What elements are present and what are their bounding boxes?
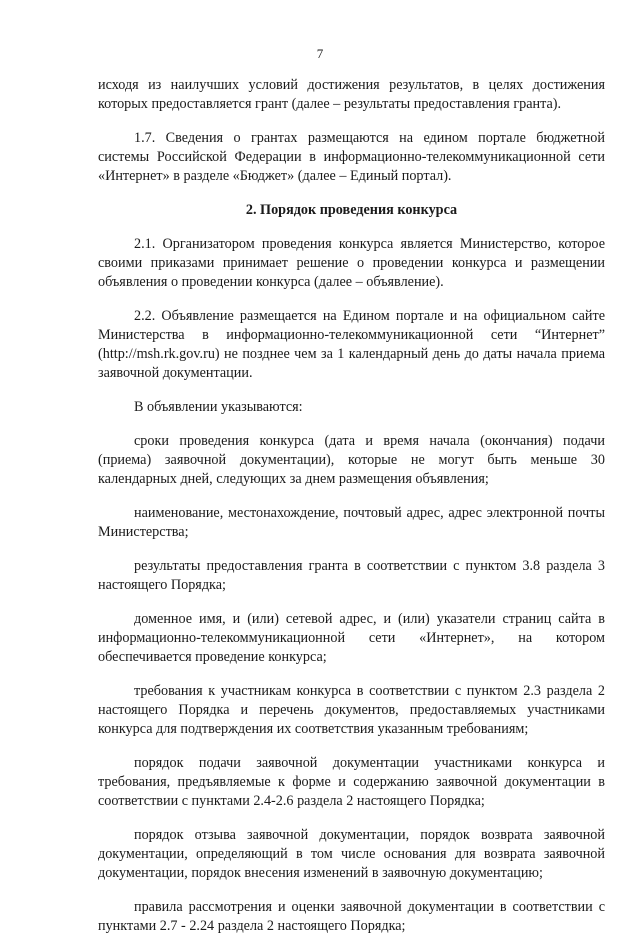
section-heading: 2. Порядок проведения конкурса xyxy=(245,202,458,218)
document-body xyxy=(98,76,605,936)
list-item-deadlines: сроки проведения конкурса (дата и время начала (окончания) подачи (приема) заявочной документации), которые не могут быть меньше 30 календарных дней, следующих за днем размещения объявления; xyxy=(98,433,605,487)
paragraph-2-1: 2.1. Организатором проведения конкурса является Министерство, которое своими приказами принимает решение о проведении конкурса и размещении объявления о проведении конкурса (далее – объявление). xyxy=(98,236,605,290)
list-item-evaluation: правила рассмотрения и оценки заявочной документации в соответствии с пунктами 2.7 - 2.24 раздела 2 настоящего Порядка; xyxy=(98,899,605,934)
paragraph-list-intro: В объявлении указываются: xyxy=(134,399,303,415)
list-item-withdrawal: порядок отзыва заявочной документации, порядок возврата заявочной документации, определяющий в том числе основания для возврата заявочной документации, порядок внесения изменений в заявочную документацию; xyxy=(98,827,605,881)
list-item-requirements: требования к участникам конкурса в соответствии с пунктом 2.3 раздела 2 настоящего Порядка и перечень документов, предоставляемых участниками конкурса для подтверждения их соответствия указанным требованиям; xyxy=(98,683,605,737)
list-item-contacts: наименование, местонахождение, почтовый адрес, адрес электронной почты Министерства; xyxy=(98,505,605,540)
list-item-results: результаты предоставления гранта в соответствии с пунктом 3.8 раздела 3 настоящего Порядка; xyxy=(98,558,605,593)
paragraph-1-7: 1.7. Сведения о грантах размещаются на едином портале бюджетной системы Российской Федерации в информационно-телекоммуникационной сети «Интернет» в разделе «Бюджет» (далее – Единый портал). xyxy=(98,130,605,184)
paragraph-2-2: 2.2. Объявление размещается на Едином портале и на официальном сайте Министерства в информационно-телекоммуникационной сети “Интернет” (http://msh.rk.gov.ru) не позднее чем за 1 календарный день до даты начала приема заявочной документации. xyxy=(98,308,605,381)
paragraph-continuation: исходя из наилучших условий достижения результатов, в целях достижения которых предоставляется грант (далее – результаты предоставления гранта). xyxy=(98,77,605,112)
page-number: 7 xyxy=(316,46,324,61)
list-item-submission: порядок подачи заявочной документации участниками конкурса и требования, предъявляемые к форме и содержанию заявочной документации в соответствии с пунктами 2.4-2.6 раздела 2 настоящего Порядка; xyxy=(98,755,605,809)
list-item-domain: доменное имя, и (или) сетевой адрес, и (или) указатели страниц сайта в информационно-телекоммуникационной сети «Интернет», на котором обеспечивается проведение конкурса; xyxy=(98,611,605,665)
